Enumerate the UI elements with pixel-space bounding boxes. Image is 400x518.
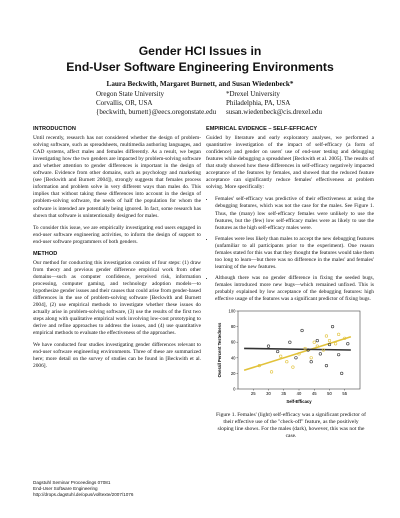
affiliation-line: Oregon State University (96, 90, 165, 98)
left-column (33, 126, 201, 376)
affiliation-drexel (226, 90, 322, 117)
y-axis-label: Overall Percent Testedness (217, 322, 222, 378)
introduction-paragraph-1: Until recently, research has not considered whether the design of problem-solving software, such as spreadsheets, multimedia authoring languages, and CAD systems, affect males and females differently. As a result, we began investigating how the two genders are impacted by problem-solving software and whether attention to gender differences is important in the design of software. Evidence from other domains, such as psychology and marketing (see [Beckwith and Burnett 2004]), strongly suggests that females process information and problem solve in very different ways than males do. This implies that without taking these differences into account in the design of problem-solving software, the needs of half the population for whom the software is intended are potentially being ignored. In fact, some research has shown that software is unintentionally designed for males. (33, 135, 201, 219)
finding-bullet: • Females were less likely than males to accept the new debugging features (unfamiliar to all participants prior to the experiment). One reason females stated for this was that they thought the features would take them too long to learn—but there was no difference in the males' and females' learning of the new features. (215, 236, 374, 271)
figure-1 (216, 307, 366, 440)
right-column (206, 126, 374, 440)
y-tick-label: 80 (230, 324, 236, 330)
self-efficacy-paragraph: Guided by literature and early exploratory analyses, we performed a quantitative investigation of the impact of self-efficacy (a form of confidence) and gender on users' use of end-user testing and debugging features while debugging a spreadsheet [Beckwith et al. 2005]. The results of that study showed how these differences in self-efficacy negatively impacted acceptance of the features by females, and showed that the reduced feature acceptance can significantly reduce females' effectiveness at problem solving. More specifically: (206, 135, 374, 191)
method-paragraph-1: Our method for conducting this investigation consists of four steps: (1) draw from theory and previous gender difference empirical work from other domains—such as computer confidence, perceived risk, information processing, computer gaming, and technology adoption models—to hypothesize gender issues and their causes that could arise from gender-based differences in the use of problem-solving software [Beckwith and Burnett 2004], (2) use empirical methods to investigate whether these issues do actually arise in problem-solving software, (3) use the results of the first two steps along with qualitative empirical work involving low-cost prototyping to derive and refine approaches to address the issues, and (4) use quantitative empirical methods to evaluate the effectiveness of the approaches. (33, 259, 201, 337)
x-tick-label: 25 (250, 391, 256, 397)
affiliation-line: Corvallis, OR, USA (96, 99, 153, 107)
finding-bullet: • Females' self-efficacy was predictive of their effectiveness at using the debugging features, which was not the case for the males. See Figure 1. Thus, the (many) low self-efficacy females were unlikely to use the features, but the (few) low self-efficacy males were as likely to use the features as the high self-efficacy males were. (215, 196, 374, 231)
x-axis-label: Self-Efficacy (286, 399, 312, 405)
affiliation-email: susan.wiedenbeck@cis.drexel.edu (226, 108, 323, 116)
paper-title-line-1: Gender HCI Issues in (138, 44, 262, 58)
x-tick-label: 50 (327, 391, 332, 397)
affiliation-line: *Drexel University (226, 90, 280, 98)
author-list: Laura Beckwith, Margaret Burnett, and Susan Wiedenbeck* (106, 80, 294, 88)
y-tick-label: 60 (230, 339, 236, 345)
y-tick-label: 100 (228, 308, 236, 314)
x-tick-label: 45 (311, 391, 317, 397)
section-heading-method: METHOD (33, 250, 58, 257)
footer-url: http://drops.dagstuhl.de/opus/volltexte/2007/1076 (33, 492, 134, 497)
scatter-chart (216, 307, 366, 407)
x-tick-label: 30 (266, 391, 271, 397)
footer-line: Dagstuhl Seminar Proceedings 07081 (33, 480, 111, 485)
affiliation-line: Philadelphia, PA, USA (226, 99, 291, 107)
findings-list (206, 196, 374, 303)
y-tick-label: 20 (230, 370, 236, 376)
x-tick-label: 55 (342, 391, 348, 397)
y-tick-label: 0 (233, 386, 236, 392)
affiliation-oregon (96, 90, 216, 117)
paper-title-line-2: End-User Software Engineering Environments (66, 60, 334, 74)
x-tick-label: 40 (296, 391, 302, 397)
section-heading-introduction: INTRODUCTION (33, 126, 76, 132)
x-tick-label: 35 (281, 391, 287, 397)
figure-caption: Figure 1. Females' (light) self-efficacy was a significant predictor of their effective use of the "check-off" feature, as the positively sloping line shows. For the males (dark), however, this was not the case. (216, 412, 366, 440)
introduction-paragraph-2: To consider this issue, we are empirically investigating end users engaged in end-user software engineering activities, to inform the design of support to end-user software programmers of both genders. (33, 224, 201, 245)
method-paragraph-2: We have conducted four studies investigating gender differences relevant to end-user software engineering environments. Three of these are summarized here; more detail on the survey of studies can be found in [Beckwith et al. 2006]. (33, 342, 201, 370)
footer (33, 480, 133, 498)
affiliation-email: {beckwith, burnett}@eecs.oregonstate.edu (96, 108, 217, 116)
footer-line: End-User Software Engineering (33, 486, 98, 491)
y-tick-label: 40 (230, 355, 236, 361)
section-heading-self-efficacy: EMPIRICAL EVIDENCE – SELF-EFFICACY (206, 126, 318, 132)
finding-bullet: • Although there was no gender difference in fixing the seeded bugs, females introduced more new bugs—which remained unfixed. This is probably explained by low acceptance of the debugging features: high effective usage of the features was a significant predictor of fixing bugs. (215, 275, 374, 303)
